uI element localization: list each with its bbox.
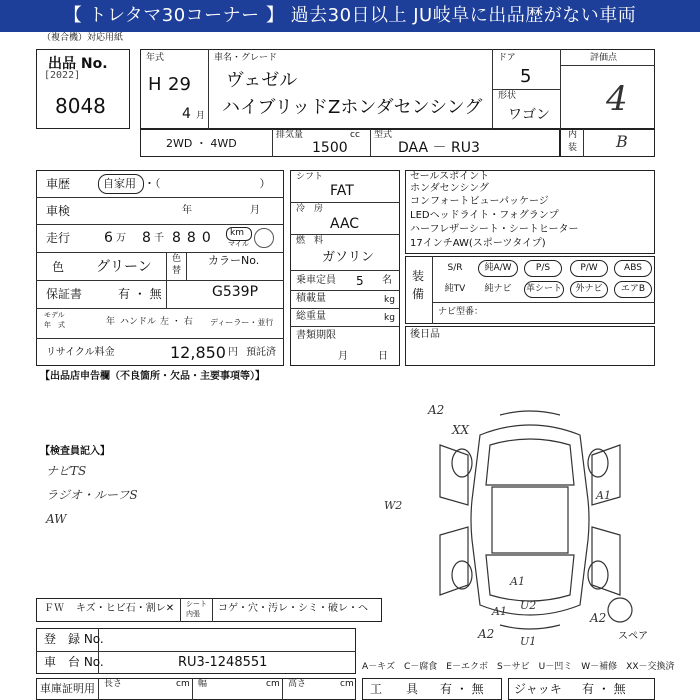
recycle-fee: 12,850 (170, 343, 226, 362)
damage-mark: A2 (590, 611, 607, 625)
gross-label: 総重量 (296, 311, 326, 322)
jack-label: ジャッキ (514, 682, 562, 696)
mileage-label: 走行 (46, 231, 71, 245)
body-type: ワゴン (508, 107, 550, 123)
equip-alloy-wheels: 純A/W (478, 260, 518, 277)
mileage-rest: 880 (172, 230, 217, 246)
docs-unit: 月 日 (338, 351, 388, 362)
inspection-year-unit: 年 (182, 205, 192, 216)
history-rest: ・（ ） (144, 177, 271, 190)
lot-number: 8048 (55, 94, 106, 118)
tools-value: 有 ・ 無 (440, 682, 484, 696)
dim-length-label: 長さ (104, 679, 123, 689)
color-swap-label-1: 色 (172, 254, 182, 264)
seller-note-label: 【出品店申告欄（不良箇所・欠品・主要事項等）】 (40, 371, 265, 382)
sales-point: ハーフレザーシート・シートヒーター (410, 224, 579, 235)
load-label: 積載量 (296, 293, 326, 304)
fw-items: キズ・ヒビ石・割レ✕ (76, 603, 175, 614)
drive-type: 2WD ・ 4WD (166, 137, 237, 150)
unit-km: km (230, 228, 244, 238)
inspector-note: AW (46, 512, 67, 526)
color-value: グリーン (96, 259, 152, 275)
inspector-note: ナビTS (46, 464, 87, 478)
damage-mark: XX (452, 423, 470, 437)
navi-label: ナビ型番： (438, 307, 484, 317)
damage-mark: A1 (596, 489, 611, 502)
load-unit: kg (384, 295, 395, 305)
tools-label: 工 具 (370, 682, 419, 696)
jack-value: 有 ・ 無 (582, 682, 626, 696)
damage-legend: A－キズ C－腐食 E－エクボ S－サビ U－凹ミ W－補修 XX－交換済 (362, 662, 675, 672)
mileage-check-circle (254, 228, 274, 248)
mileage-sen: 8 (142, 230, 151, 246)
equip-ext-navi: 外ナビ (570, 281, 608, 298)
dim-unit: cm (266, 679, 280, 689)
dim-unit: cm (340, 679, 354, 689)
fuel-label: 燃 料 (296, 236, 324, 246)
month-unit: 月 (196, 111, 206, 121)
fuel-value: ガソリン (322, 250, 375, 265)
interior-score: B (616, 132, 628, 151)
damage-mark: U1 (520, 635, 537, 648)
color-no-value: G539P (212, 284, 259, 300)
damage-mark: A2 (428, 403, 445, 417)
handle-label: ハンドル (120, 317, 157, 327)
mileage-sen-unit: 千 (154, 233, 164, 244)
unit-mile: マイル (228, 240, 249, 248)
model-year-label-1: モデル (44, 311, 65, 319)
shift-value: FAT (330, 183, 354, 199)
model-year-label-2: 年 式 (44, 321, 65, 329)
color-swap-label-2: 替 (172, 266, 182, 276)
capacity-value: 5 (356, 274, 364, 288)
chassis-number: RU3-1248551 (178, 655, 268, 670)
dim-height-label: 高さ (288, 679, 307, 689)
recycle-unit: 円 (228, 347, 238, 358)
score-value: 4 (606, 79, 628, 119)
type-label: 型式 (374, 130, 393, 140)
sales-point: コンフォートビューパッケージ (410, 196, 549, 207)
equip-power-windows: P/W (570, 260, 608, 277)
seat-label-2: 内張 (186, 610, 200, 618)
later-block (405, 326, 655, 366)
chassis-label: 車 台 No. (44, 655, 104, 669)
displacement-label: 排気量 (276, 130, 304, 140)
ac-label: 冷 房 (296, 204, 324, 214)
year-label: 年式 (146, 53, 165, 63)
damage-mark: A2 (478, 627, 495, 641)
seat-items: コゲ・穴・汚レ・シミ・破レ・ヘ (218, 603, 368, 614)
fw-label: ＦＷ (44, 603, 64, 614)
grade: ハイブリッドZホンダセンシング (222, 97, 483, 118)
mileage-man: 6 (104, 230, 113, 246)
damage-mark: A1 (510, 575, 525, 588)
inspector-note: ラジオ・ルーフS (46, 488, 138, 502)
year-value: 29 (168, 74, 191, 95)
displacement-value: 1500 (312, 140, 348, 156)
equip-label-1: 装 (412, 269, 425, 283)
equip-navi: 純ナビ (484, 284, 512, 294)
equip-tv: 純TV (444, 284, 466, 294)
sub-note: （複合機）対応用紙 (42, 33, 124, 43)
equip-label-2: 備 (412, 287, 425, 301)
cert-label: 車庫証明用 (40, 682, 95, 695)
era: H (148, 74, 162, 95)
door-label: ドア (498, 53, 516, 63)
displacement-unit: cc (350, 130, 360, 140)
warranty-value: 有 ・ 無 (118, 287, 162, 301)
color-label: 色 (52, 260, 65, 274)
history-label: 車歴 (46, 177, 71, 191)
capacity-unit: 名 (382, 275, 392, 286)
score-label: 評価点 (590, 53, 618, 63)
warranty-label: 保証書 (46, 287, 83, 301)
month-value: 4 (182, 106, 191, 122)
inspector-label: 【検査員記入】 (40, 446, 110, 457)
equip-airbag: エアB (614, 281, 652, 298)
gross-unit: kg (384, 313, 395, 323)
model-label: 車名・グレード (214, 53, 278, 63)
dim-width-label: 幅 (198, 679, 208, 689)
dealer-label: ディーラー・並行 (210, 318, 274, 327)
stamp: [2022] (44, 70, 81, 81)
equip-abs: ABS (614, 260, 652, 277)
reg-label: 登 録 No. (44, 632, 104, 646)
ac-value: AAC (330, 216, 360, 232)
model-code: DAA － RU3 (398, 140, 480, 156)
page-banner: 【 トレタマ30コーナー 】 過去30日以上 JU岐阜に出品歴がない車両 (0, 0, 700, 32)
left-block (36, 170, 284, 366)
history-value: 自家用 (103, 177, 136, 190)
color-no-label: カラーNo. (208, 254, 260, 267)
model-year-unit: 年 (106, 317, 116, 327)
dim-unit: cm (176, 679, 190, 689)
equip-sunroof: S/R (447, 263, 463, 273)
docs-label: 書類期限 (296, 330, 336, 341)
sales-point: ホンダセンシング (410, 183, 489, 194)
recycle-label: リサイクル料金 (46, 347, 115, 358)
equip-leather-seat: 革シート (524, 281, 564, 298)
shift-label: シフト (296, 172, 324, 182)
sales-point: LEDヘッドライト・フォグランプ (410, 210, 559, 221)
lot-label: 出品 No. (48, 56, 108, 72)
mileage-man-unit: 万 (116, 233, 126, 244)
seat-label-1: シート (186, 600, 207, 608)
spare-label: スペア (618, 631, 648, 642)
interior-label-2: 装 (568, 143, 578, 153)
damage-mark: U2 (520, 599, 537, 612)
body-label: 形状 (498, 91, 517, 101)
door-count: 5 (520, 66, 532, 87)
damage-mark: A1 (492, 605, 507, 618)
sales-point: 17インチAW(スポーツタイプ) (410, 238, 546, 249)
recycle-note: 預託済 (246, 347, 276, 358)
handle-value: 左 ・ 右 (160, 317, 193, 327)
equip-power-steering: P/S (524, 260, 562, 277)
later-label: 後日品 (410, 329, 440, 340)
capacity-label: 乗車定員 (296, 275, 336, 286)
sales-label: セールスポイント (410, 171, 490, 182)
interior-label-1: 内 (568, 130, 578, 140)
model-name: ヴェゼル (226, 70, 298, 91)
inspection-month-unit: 月 (250, 205, 260, 216)
damage-mark: W2 (384, 499, 403, 512)
inspection-label: 車検 (46, 204, 71, 218)
